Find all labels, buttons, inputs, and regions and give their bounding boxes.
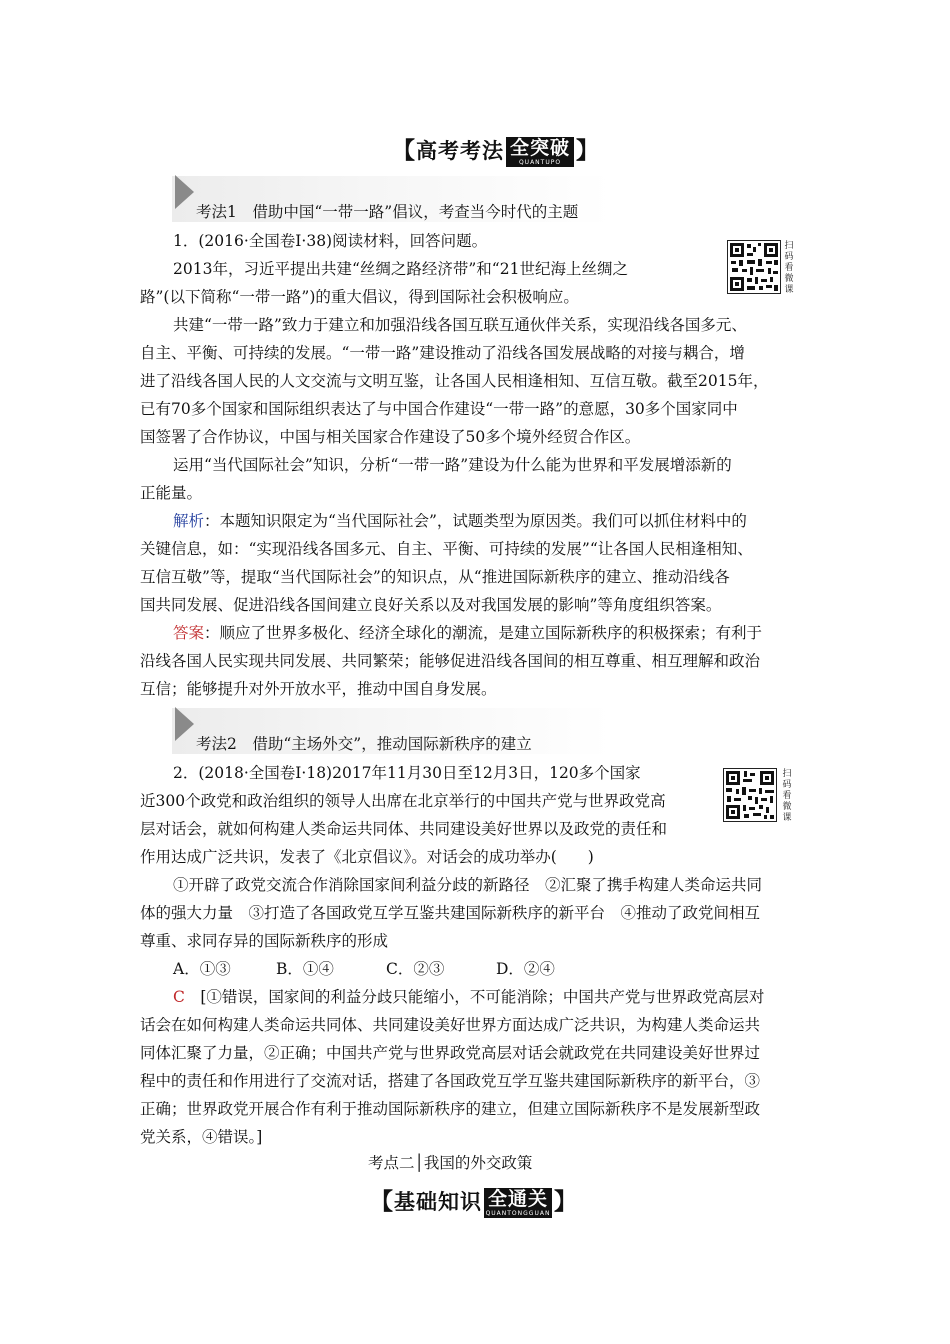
top-banner [392,132,600,167]
question1-intro: 1．(2016·全国卷Ⅰ·38)阅读材料，回答问题。 [173,232,488,250]
triangle-marker-icon [175,175,194,209]
qr-pattern [724,769,776,821]
banner-stamp-text: 全通关 [488,1188,549,1210]
option-b: B．①④ [276,960,334,978]
explanation-line: 程中的责任和作用进行了交流对话，搭建了各国政党互学互鉴共建国际新秩序的新平台，③ [140,1072,761,1090]
qr-caption-char: 码 [782,780,792,790]
banner-bracket-right: 】 [554,1189,579,1215]
banner-bracket-right: 】 [576,138,601,164]
analysis-text: ：本题知识限定为“当代国际社会”，试题类型为原因类。我们可以抓住材料中的 [204,512,747,530]
qr-caption-char: 看 [784,263,794,273]
qr-caption-char: 微 [784,274,794,284]
option-c: C．②③ [386,960,445,978]
explanation-line [173,986,764,1008]
section1-heading: 考法1 借助中国“一带一路”倡议，考查当今时代的主题 [196,203,579,221]
material-para1-line: 路”(以下简称“一带一路”)的重大倡议，得到国际社会积极响应。 [140,288,579,306]
qr-caption [784,241,794,296]
banner-bracket-left: 【 [392,138,416,164]
topic-heading: 考点二│我国的外交政策 [368,1154,533,1172]
explanation-line: 同体汇聚了力量，②正确；中国共产党与世界政党高层对话会就政党在共同建设美好世界过 [140,1044,761,1062]
material-para2-line: 共建“一带一路”致力于建立和加强沿线各国互联互通伙伴关系，实现沿线各国多元、 [173,316,747,334]
banner-stamp-sub: QUANTONGGUAN [485,1210,551,1217]
material-para1-line: 2013年，习近平提出共建“丝绸之路经济带”和“21世纪海上丝绸之 [173,260,628,278]
statements-line: 体的强大力量 ③打造了各国政党互学互鉴共建国际新秩序的新平台 ④推动了政党间相互 [140,904,761,922]
explanation-line: 话会在如何构建人类命运共同体、共同建设美好世界方面达成广泛共识，为构建人类命运共 [140,1016,761,1034]
qr-pattern [728,241,780,293]
banner-stamp [484,1188,552,1218]
explanation-line: 党关系，④错误。] [140,1128,263,1146]
question1-prompt-line: 运用“当代国际社会”知识，分析“一带一路”建设为什么能为世界和平发展增添新的 [173,456,732,474]
option-a: A．①③ [173,960,231,978]
explanation-line: 正确；世界政党开展合作有利于推动国际新秩序的建立，但建立国际新秩序不是发展新型政 [140,1100,761,1118]
material-para2-line: 进了沿线各国人民的人文交流与文明互鉴，让各国人民相逢相知、互信互敬。截至2015年， [140,372,769,390]
analysis-line [173,510,747,532]
qr-code-icon[interactable] [727,240,781,294]
answer-letter: C [173,988,185,1006]
answer-text: ：顺应了世界多极化、经济全球化的潮流，是建立国际新秩序的积极探索；有利于 [204,624,763,642]
banner-stamp-sub: QUANTUPO [518,159,562,166]
qr-caption-char: 课 [782,813,792,823]
material-para2-line: 自主、平衡、可持续的发展。“一带一路”建设推动了沿线各国发展战略的对接与耦合，增 [140,344,745,362]
qr-code-icon[interactable] [723,768,777,822]
statements-line: ①开辟了政党交流合作消除国家间利益分歧的新路径 ②汇聚了携手构建人类命运共同 [173,876,763,894]
analysis-line: 国共同发展、促进沿线各国间建立良好关系以及对我国发展的影响”等角度组织答案。 [140,596,722,614]
question2-line: 近300个政党和政治组织的领导人出席在北京举行的中国共产党与世界政党高 [140,792,666,810]
qr-caption-char: 扫 [782,769,792,779]
qr-caption-char: 课 [784,285,794,295]
material-para2-line: 国签署了合作协议，中国与相关国家合作建设了50多个境外经贸合作区。 [140,428,641,446]
question2-line: 2．(2018·全国卷Ⅰ·18)2017年11月30日至12月3日，120多个国家 [173,764,641,782]
answer-label: 答案 [173,624,205,642]
analysis-line: 互信互敬”等，提取“当代国际社会”的知识点，从“推进国际新秩序的建立、推动沿线各 [140,568,730,586]
banner-stamp [506,137,574,167]
question1-prompt-line: 正能量。 [140,484,203,502]
statements-line: 尊重、求同存异的国际新秩序的形成 [140,932,389,950]
answer-line [173,622,762,644]
answer-line: 沿线各国人民实现共同发展、共同繁荣；能够促进沿线各国间的相互尊重、相互理解和政治 [140,652,761,670]
answer-line: 互信；能够提升对外开放水平，推动中国自身发展。 [140,680,497,698]
analysis-label: 解析 [173,512,205,530]
banner-bracket-left: 【 [370,1189,394,1215]
qr-caption-char: 微 [782,802,792,812]
qr-caption [782,769,792,824]
triangle-marker-icon [175,707,194,741]
option-d: D．②④ [496,960,555,978]
question2-line: 作用达成广泛共识，发表了《北京倡议》。对话会的成功举办( ) [140,848,594,866]
banner-stamp-text: 全突破 [510,137,571,159]
section2-heading: 考法2 借助“主场外交”，推动国际新秩序的建立 [196,735,532,753]
qr-caption-char: 码 [784,252,794,262]
material-para2-line: 已有70多个国家和国际组织表达了与中国合作建设“一带一路”的意愿，30多个国家同中 [140,400,738,418]
explanation-text: [①错误，国家间的利益分歧只能缩小，不可能消除；中国共产党与世界政党高层对 [184,988,765,1006]
question2-line: 层对话会，就如何构建人类命运共同体、共同建设美好世界以及政党的责任和 [140,820,668,838]
qr-caption-char: 扫 [784,241,794,251]
banner-title: 基础知识 [394,1190,482,1214]
qr-caption-char: 看 [782,791,792,801]
analysis-line: 关键信息，如：“实现沿线各国多元、自主、平衡、可持续的发展”“让各国人民相逢相知、 [140,540,753,558]
bottom-banner [370,1183,578,1218]
banner-title: 高考考法 [416,139,504,163]
